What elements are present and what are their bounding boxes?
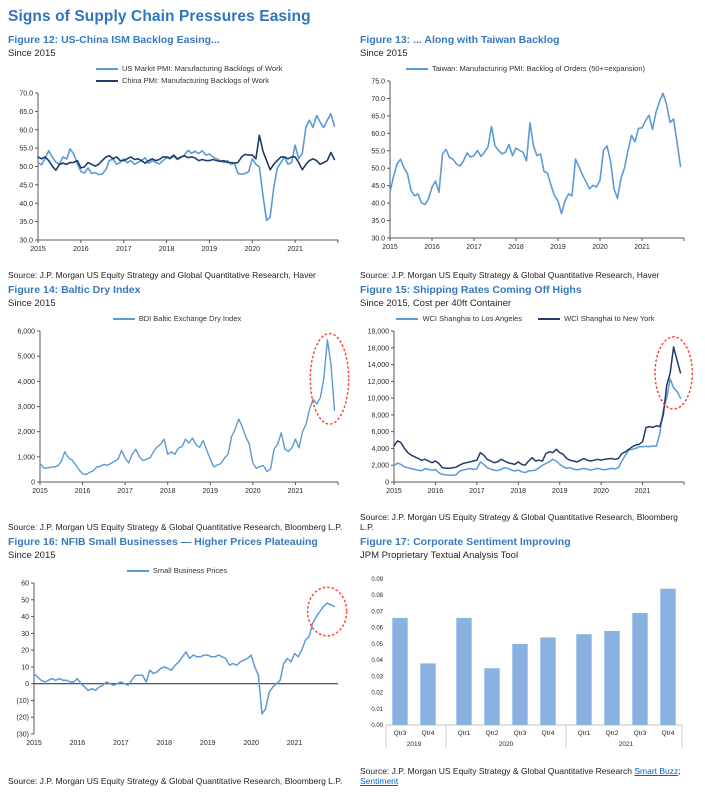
figure-16-panel: [8, 536, 360, 790]
y-tick-label: 0.08: [371, 593, 383, 600]
figure-17-subtitle: JPM Proprietary Textual Analysis Tool: [360, 550, 519, 562]
legend-line-swatch: [96, 68, 118, 70]
figure-12-chart: [8, 88, 344, 256]
bar: [456, 618, 471, 725]
quarter-label: Qtr1: [457, 730, 471, 738]
quarter-label: Qtr2: [605, 730, 619, 738]
series-line: [34, 603, 334, 714]
y-tick-label: 0.02: [371, 690, 383, 697]
bar: [392, 618, 407, 725]
legend-label: US Markit PMI: Manufacturing Backlogs of Work: [122, 64, 283, 74]
x-tick-label: 2020: [244, 246, 261, 254]
y-tick-label: 4,000: [17, 378, 35, 386]
x-tick-label: 2019: [201, 246, 218, 254]
figure-16-source: Source: J.P. Morgan US Equity Strategy & Global Quantitative Research, Bloomberg L.P.: [8, 776, 343, 786]
y-tick-label: 0.04: [371, 658, 383, 665]
legend-line-swatch: [406, 68, 428, 70]
series-line: [390, 93, 681, 213]
figure-12-panel: [8, 34, 360, 284]
y-tick-label: 70.0: [371, 96, 385, 104]
y-tick-label: (10): [16, 698, 29, 706]
y-tick-label: 0: [385, 479, 389, 487]
figure-17-source-text: Source: J.P. Morgan US Equity Strategy & Global Quantitative Research: [360, 766, 635, 776]
figure-13-legend: [360, 63, 691, 74]
x-tick-label: 2018: [510, 488, 527, 496]
x-tick-label: 2018: [508, 244, 524, 252]
y-tick-label: 0: [25, 681, 29, 689]
y-tick-label: 65.0: [371, 113, 385, 121]
y-tick-label: 18,000: [367, 328, 389, 336]
y-tick-label: 70.0: [19, 90, 33, 98]
bar: [576, 634, 591, 725]
y-tick-label: 8,000: [371, 412, 389, 420]
x-tick-label: 2021: [634, 244, 650, 252]
y-tick-label: 55.0: [19, 145, 33, 153]
legend-label: WCI Shanghai to Los Angeles: [422, 314, 523, 324]
highlight-ellipse: [310, 334, 348, 425]
y-tick-label: 12,000: [367, 378, 389, 386]
year-label: 2020: [498, 741, 514, 749]
figure-15-source: Source: J.P. Morgan US Equity Strategy & Global Quantitative Research, Bloomberg L.P.: [360, 512, 678, 532]
x-tick-label: 2021: [634, 488, 651, 496]
x-tick-label: 2021: [286, 740, 303, 748]
bar: [484, 668, 499, 725]
x-tick-label: 2018: [158, 246, 175, 254]
x-tick-label: 2021: [287, 246, 303, 254]
y-tick-label: 6,000: [17, 328, 35, 336]
x-tick-label: 2016: [73, 246, 89, 254]
quarter-label: Qtr3: [393, 730, 407, 738]
legend-label: China PMI: Manufacturing Backlogs of Work: [122, 76, 270, 86]
bar: [540, 638, 555, 726]
figure-12-subtitle: Since 2015: [8, 48, 56, 60]
y-tick-label: 40.0: [371, 200, 385, 208]
y-tick-label: 0.03: [371, 674, 383, 681]
legend-label: Small Business Prices: [152, 566, 228, 576]
y-tick-label: 0.07: [371, 609, 383, 616]
quarter-label: Qtr2: [485, 730, 499, 738]
y-tick-label: 4,000: [371, 446, 389, 454]
y-tick-label: 3,000: [17, 404, 35, 412]
year-label: 2021: [618, 741, 634, 749]
figure-15-legend: [360, 313, 691, 324]
figure-17-source: [360, 766, 691, 790]
figure-17-panel: [360, 536, 705, 790]
x-tick-label: 2015: [386, 488, 402, 496]
y-tick-label: 45.0: [371, 183, 385, 191]
figure-16-chart: [8, 578, 344, 750]
x-tick-label: 2020: [245, 488, 261, 496]
x-tick-label: 2017: [117, 488, 133, 496]
legend-line-swatch: [396, 318, 418, 320]
figure-14-panel: [8, 284, 360, 536]
y-tick-label: 10: [21, 664, 29, 672]
y-tick-label: 1,000: [17, 454, 35, 462]
legend-label: BDI Baltic Exchange Dry Index: [138, 314, 242, 324]
year-label: 2019: [406, 741, 422, 749]
x-tick-label: 2020: [592, 244, 608, 252]
y-tick-label: 14,000: [367, 362, 389, 370]
x-tick-label: 2017: [469, 488, 485, 496]
y-tick-label: 60: [21, 580, 29, 588]
y-tick-label: 2,000: [371, 462, 389, 470]
figure-13-source: Source: J.P. Morgan US Equity Strategy & Global Quantitative Research, Haver: [360, 270, 660, 280]
x-tick-label: 2015: [26, 740, 42, 748]
x-tick-label: 2018: [159, 488, 176, 496]
series-line: [40, 340, 335, 475]
figure-15-subtitle: Since 2015, Cost per 40ft Container: [360, 298, 512, 310]
figure-14-legend: [8, 313, 346, 324]
legend-item: [113, 313, 242, 324]
figures-grid: [8, 34, 705, 790]
x-tick-label: 2021: [287, 488, 304, 496]
legend-item: [538, 313, 654, 324]
figure-17-source-separator: ;: [678, 766, 681, 776]
bar: [420, 663, 435, 725]
quarter-label: Qtr3: [513, 730, 527, 738]
legend-label: WCI Shanghai to New York: [564, 314, 655, 324]
quarter-label: Qtr4: [541, 730, 555, 738]
bar: [632, 613, 647, 725]
figure-17-title: Figure 17: Corporate Sentiment Improving: [360, 536, 571, 548]
y-tick-label: 0.09: [371, 577, 383, 584]
figure-16-subtitle: Since 2015: [8, 550, 56, 562]
figure-12-title: Figure 12: US-China ISM Backlog Easing...: [8, 34, 220, 46]
figure-12-source: Source: J.P. Morgan US Equity Strategy and Global Quantitative Research, Haver: [8, 270, 316, 280]
y-tick-label: 30.0: [371, 235, 385, 243]
legend-item: [96, 75, 269, 86]
figure-15-panel: [360, 284, 705, 536]
x-tick-label: 2015: [32, 488, 48, 496]
figure-15-chart: [360, 326, 690, 498]
highlight-ellipse: [308, 587, 347, 636]
quarter-label: Qtr3: [633, 730, 647, 738]
y-tick-label: 0.01: [371, 706, 383, 713]
y-tick-label: 65.0: [19, 109, 33, 116]
x-tick-label: 2017: [466, 244, 482, 252]
x-tick-label: 2016: [424, 244, 440, 252]
y-tick-label: 16,000: [367, 345, 389, 353]
y-tick-label: 30.0: [19, 237, 33, 245]
bar: [660, 589, 675, 725]
y-tick-label: 0: [31, 479, 35, 487]
y-tick-label: 2,000: [17, 429, 35, 437]
figure-12-legend: [96, 63, 346, 86]
figure-14-subtitle: Since 2015: [8, 298, 56, 310]
legend-label: Taiwan: Manufacturing PMI: Backlog of Orders (50+=expansion): [431, 64, 646, 74]
x-tick-label: 2017: [113, 740, 129, 748]
y-tick-label: 60.0: [19, 127, 33, 135]
bar: [512, 644, 527, 725]
legend-line-swatch: [127, 570, 149, 572]
figure-13-subtitle: Since 2015: [360, 48, 408, 60]
x-tick-label: 2019: [551, 488, 568, 496]
legend-line-swatch: [538, 318, 560, 320]
figure-13-panel: [360, 34, 705, 284]
y-tick-label: 45.0: [19, 182, 33, 190]
y-tick-label: 40.0: [19, 200, 33, 208]
x-tick-label: 2020: [243, 740, 259, 748]
y-tick-label: 0.05: [371, 642, 383, 649]
y-tick-label: 30: [21, 630, 29, 638]
y-tick-label: 20: [21, 647, 29, 655]
y-tick-label: (30): [16, 731, 29, 739]
x-tick-label: 2017: [115, 246, 132, 254]
y-tick-label: 35.0: [371, 218, 385, 226]
x-tick-label: 2019: [550, 244, 566, 252]
quarter-label: Qtr4: [421, 730, 435, 738]
figure-14-title: Figure 14: Baltic Dry Index: [8, 284, 141, 296]
figure-14-chart: [8, 326, 344, 498]
legend-item: [96, 63, 282, 74]
figure-14-source: Source: J.P. Morgan US Equity Strategy & Global Quantitative Research, Bloomberg L.P.: [8, 522, 343, 532]
y-tick-label: 0.00: [371, 723, 383, 730]
smart-buzz-link[interactable]: Smart Buzz: [634, 766, 679, 776]
x-tick-label: 2016: [74, 488, 91, 496]
bar: [604, 631, 619, 725]
y-tick-label: 75.0: [371, 78, 385, 86]
x-tick-label: 2019: [199, 740, 216, 748]
legend-line-swatch: [113, 318, 135, 320]
legend-item: [396, 313, 522, 324]
figure-13-chart: [360, 76, 690, 254]
y-tick-label: (20): [16, 714, 29, 722]
x-tick-label: 2015: [382, 244, 398, 252]
y-tick-label: 6,000: [371, 429, 389, 437]
y-tick-label: 40: [21, 614, 29, 622]
y-tick-label: 5,000: [17, 353, 35, 361]
x-tick-label: 2020: [593, 488, 609, 496]
x-tick-label: 2019: [202, 488, 219, 496]
figure-15-title: Figure 15: Shipping Rates Coming Off Highs: [360, 284, 582, 296]
figure-17-chart: [360, 575, 690, 753]
y-tick-label: 0.06: [371, 625, 383, 632]
x-tick-label: 2018: [156, 740, 173, 748]
sentiment-link[interactable]: Sentiment: [360, 776, 399, 786]
figure-16-legend: [8, 565, 346, 576]
legend-item: [406, 63, 645, 74]
series-line: [394, 347, 681, 469]
y-tick-label: 35.0: [19, 219, 33, 227]
y-tick-label: 55.0: [371, 148, 385, 156]
x-tick-label: 2016: [427, 488, 444, 496]
y-tick-label: 60.0: [371, 130, 385, 138]
page-title: Signs of Supply Chain Pressures Easing: [8, 8, 311, 25]
x-tick-label: 2016: [69, 740, 86, 748]
figure-13-title: Figure 13: ... Along with Taiwan Backlog: [360, 34, 560, 46]
y-tick-label: 50: [21, 597, 29, 605]
legend-line-swatch: [96, 80, 118, 82]
y-tick-label: 10,000: [367, 395, 389, 403]
legend-item: [127, 565, 227, 576]
y-tick-label: 50.0: [19, 164, 33, 172]
quarter-label: Qtr4: [661, 730, 675, 738]
figure-16-title: Figure 16: NFIB Small Businesses — Higher Prices Plateauing: [8, 536, 318, 548]
quarter-label: Qtr1: [577, 730, 591, 738]
x-tick-label: 2015: [30, 246, 46, 254]
y-tick-label: 50.0: [371, 165, 385, 173]
